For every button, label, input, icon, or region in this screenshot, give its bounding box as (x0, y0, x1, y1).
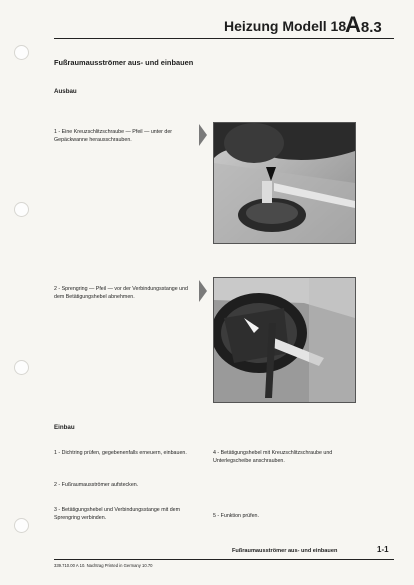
binder-hole (14, 360, 29, 375)
binder-hole (14, 45, 29, 60)
section-code-letter: A (345, 12, 361, 37)
page-number: 1-1 (377, 545, 389, 554)
removal-step-1: 1 - Eine Kreuzschlitzschraube — Pfeil — unter der Gepäckwanne herausschrauben. (54, 129, 173, 143)
pointer-arrow-icon (199, 124, 207, 146)
removal-step-2: 2 - Sprengring — Pfeil — vor der Verbindungsstange und dem Betätigungshebel abnehmen. (54, 286, 188, 300)
page-title: Heizung Modell 18 (224, 18, 347, 34)
installation-step-5: 5 - Funktion prüfen. (213, 513, 259, 519)
installation-step-4: 4 - Betätigungshebel mit Kreuzschlitzschraube und Unterlegscheibe anschrauben. (213, 450, 333, 464)
installation-step-1: 1 - Dichtring prüfen, gegebenenfalls erneuern, einbauen. (54, 450, 187, 456)
print-line: 339.710.00 A 10. Nachtrag Printed in Germany 10.70 (54, 563, 153, 568)
installation-step-3: 3 - Betätigungshebel und Verbindungsstange mit dem Sprengring verbinden. (54, 507, 181, 521)
binder-hole (14, 518, 29, 533)
header-rule (54, 38, 394, 39)
installation-heading: Einbau (54, 424, 75, 431)
pointer-arrow-icon (199, 280, 207, 302)
footer-rule (54, 559, 394, 560)
photo-screw-removal (213, 122, 356, 244)
section-code (345, 12, 382, 38)
section-code-number: 8.3 (360, 19, 382, 36)
removal-heading: Ausbau (54, 88, 77, 95)
footer-title: Fußraumausströmer aus- und einbauen (232, 548, 338, 554)
section-title: Fußraumausströmer aus- und einbauen (54, 58, 194, 67)
binder-hole (14, 202, 29, 217)
installation-step-2: 2 - Fußraumausströmer aufstecken. (54, 482, 139, 488)
photo-circlip-removal (213, 277, 356, 403)
